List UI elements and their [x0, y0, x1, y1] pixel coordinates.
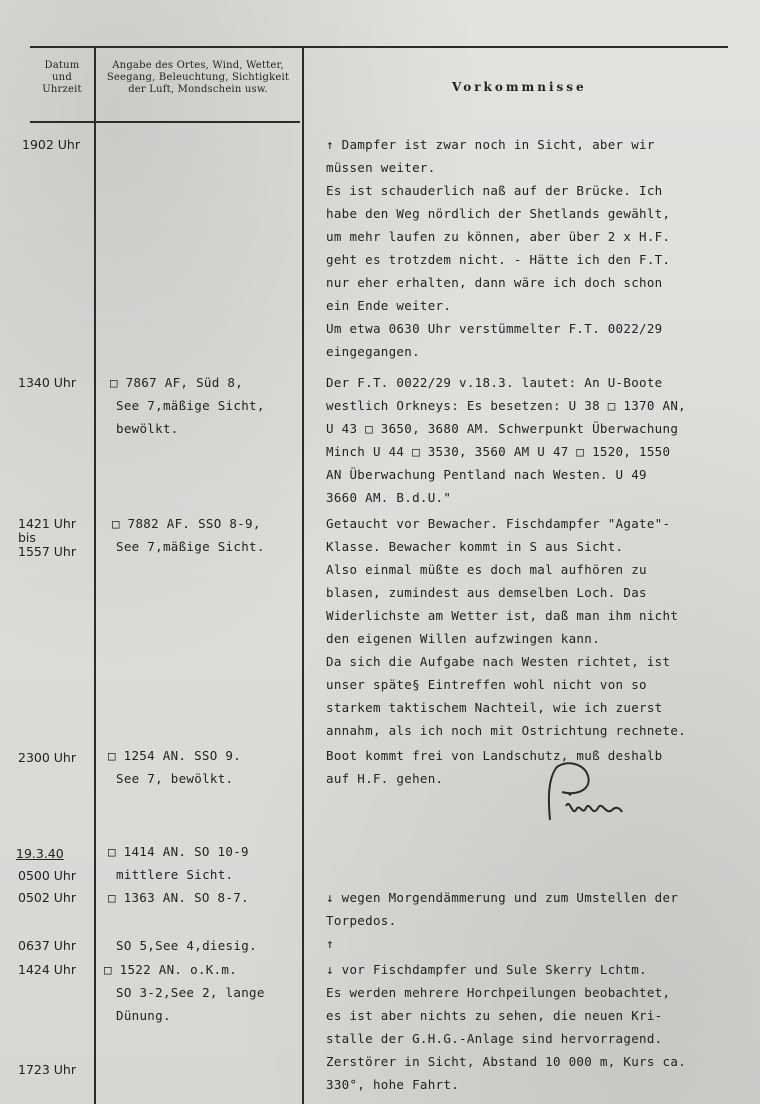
event-line: ein Ende weiter.: [326, 298, 452, 313]
event-line: unser späte§ Eintreffen wohl nicht von so: [326, 677, 647, 692]
time-cell: 2300 Uhr: [18, 750, 76, 765]
event-line: Getaucht vor Bewacher. Fischdampfer "Agate"-: [326, 516, 671, 531]
place-line: □ 1522 AN. o.K.m.: [104, 962, 238, 977]
event-line: Da sich die Aufgabe nach Westen richtet, ist: [326, 654, 671, 669]
event-line: nur eher erhalten, dann wäre ich doch schon: [326, 275, 663, 290]
event-line: Minch U 44 □ 3530, 3560 AM U 47 □ 1520, 1550: [326, 444, 671, 459]
date-cell: 19.3.40: [16, 846, 64, 861]
top-rule: [30, 46, 728, 48]
time-cell: 0637 Uhr: [18, 938, 76, 953]
event-line: Widerlichste am Wetter ist, daß man ihm nicht: [326, 608, 679, 623]
event-line: 330°, hohe Fahrt.: [326, 1077, 460, 1092]
place-line: □ 1363 AN. SO 8-7.: [108, 890, 249, 905]
event-line: Der F.T. 0022/29 v.18.3. lautet: An U-Boote: [326, 375, 663, 390]
time-cell: 1902 Uhr: [22, 137, 80, 152]
event-line: Klasse. Bewacher kommt in S aus Sicht.: [326, 539, 624, 554]
event-line: stalle der G.H.G.-Anlage sind hervorragend.: [326, 1031, 663, 1046]
place-line: bewölkt.: [116, 421, 179, 436]
time-cell: 0500 Uhr: [18, 868, 76, 883]
time-cell: 1424 Uhr: [18, 962, 76, 977]
time-cell: 1340 Uhr: [18, 375, 76, 390]
place-line: See 7,mäßige Sicht.: [116, 539, 265, 554]
event-line: um mehr laufen zu können, aber über 2 x H.F.: [326, 229, 671, 244]
event-line: Um etwa 0630 Uhr verstümmelter F.T. 0022/29: [326, 321, 663, 336]
event-line: AN Überwachung Pentland nach Westen. U 49: [326, 467, 647, 482]
place-line: mittlere Sicht.: [116, 867, 234, 882]
event-line: Torpedos.: [326, 913, 397, 928]
event-line: ↑: [326, 936, 334, 951]
time-cell: bis: [18, 530, 36, 545]
header-place-weather: Angabe des Ortes, Wind, Wetter, Seegang, Beleuchtung, Sichtigkeit der Luft, Mondschein usw.: [106, 60, 290, 95]
event-line: westlich Orkneys: Es besetzen: U 38 □ 1370 AN,: [326, 398, 686, 413]
event-line: starkem taktischem Nachteil, wie ich zuerst: [326, 700, 663, 715]
place-line: See 7,mäßige Sicht,: [116, 398, 265, 413]
event-line: habe den Weg nördlich der Shetlands gewählt,: [326, 206, 671, 221]
place-line: SO 3-2,See 2, lange: [116, 985, 265, 1000]
event-line: geht es trotzdem nicht. - Hätte ich den F.T.: [326, 252, 671, 267]
place-line: □ 7867 AF, Süd 8,: [110, 375, 244, 390]
place-line: See 7, bewölkt.: [116, 771, 234, 786]
event-line: müssen weiter.: [326, 160, 436, 175]
event-line: Boot kommt frei von Landschutz, muß deshalb: [326, 748, 663, 763]
place-line: □ 1254 AN. SSO 9.: [108, 748, 242, 763]
time-cell: 0502 Uhr: [18, 890, 76, 905]
event-line: annahm, als ich noch mit Ostrichtung rechnete.: [326, 723, 686, 738]
signature: [536, 758, 626, 830]
event-line: ↓ wegen Morgendämmerung und zum Umstellen der: [326, 890, 679, 905]
event-line: ↓ vor Fischdampfer und Sule Skerry Lchtm.: [326, 962, 647, 977]
event-line: Es ist schauderlich naß auf der Brücke. Ich: [326, 183, 663, 198]
header-bottom-rule: [30, 121, 300, 123]
event-line: Zerstörer in Sicht, Abstand 10 000 m, Kurs ca.: [326, 1054, 686, 1069]
event-line: ↑ Dampfer ist zwar noch in Sicht, aber wir: [326, 137, 655, 152]
col-divider-2: [302, 48, 304, 1104]
place-line: SO 5,See 4,diesig.: [116, 938, 257, 953]
time-cell: 1723 Uhr: [18, 1062, 76, 1077]
event-line: U 43 □ 3650, 3680 AM. Schwerpunkt Überwachung: [326, 421, 679, 436]
event-line: Also einmal müßte es doch mal aufhören zu: [326, 562, 647, 577]
event-line: 3660 AM. B.d.U.": [326, 490, 452, 505]
event-line: eingegangen.: [326, 344, 420, 359]
place-line: Dünung.: [116, 1008, 171, 1023]
header-events: Vorkommnisse: [452, 80, 587, 94]
time-cell: 1421 Uhr: [18, 516, 76, 531]
place-line: □ 1414 AN. SO 10-9: [108, 844, 249, 859]
event-line: Es werden mehrere Horchpeilungen beobachtet,: [326, 985, 671, 1000]
place-line: □ 7882 AF. SSO 8-9,: [112, 516, 261, 531]
header-date-time: Datum und Uhrzeit: [42, 60, 82, 95]
col-divider-1: [94, 48, 96, 1104]
event-line: es ist aber nichts zu sehen, die neuen Kri-: [326, 1008, 663, 1023]
time-cell: 1557 Uhr: [18, 544, 76, 559]
event-line: den eigenen Willen aufzwingen kann.: [326, 631, 600, 646]
event-line: blasen, zumindest aus demselben Loch. Das: [326, 585, 647, 600]
event-line: auf H.F. gehen.: [326, 771, 444, 786]
